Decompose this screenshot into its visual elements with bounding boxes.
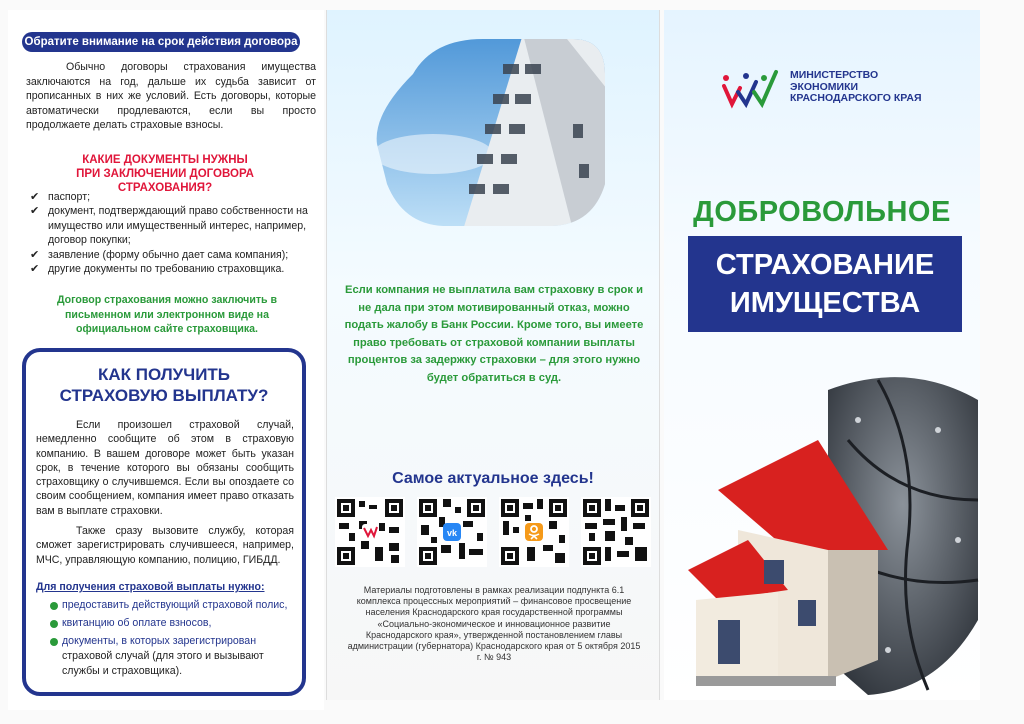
building-photo bbox=[373, 34, 611, 230]
check-icon: ✔ bbox=[30, 263, 40, 276]
ministry-logo-icon bbox=[720, 66, 780, 110]
ministry-name: МИНИСТЕРСТВО ЭКОНОМИКИ КРАСНОДАРСКОГО КРАЯ bbox=[790, 69, 922, 104]
payout-paragraph-2: Также сразу вызовите службу, которая сможет зарегистрировать случившееся, например, МЧС, управляющую компанию, полицию, ГИБДД. bbox=[36, 525, 294, 566]
house-shield-illustration bbox=[678, 360, 980, 700]
list-item: документы, в которых зарегистрирован страховой случай (для этого и вызывают службы и страховщика). bbox=[36, 634, 298, 679]
title-insurance: СТРАХОВАНИЕ bbox=[715, 249, 935, 281]
list-item: предоставить действующий страховой полис, bbox=[36, 598, 298, 613]
insurance-payout-box bbox=[22, 348, 306, 696]
payout-heading-line-2: СТРАХОВУЮ ВЫПЛАТУ? bbox=[59, 386, 269, 405]
footer-note: Материалы подготовлены в рамках реализации подпункта 6.1 комплекса процессных мероприятий – финансовое просвещение населения Краснодарского края государственной программы «Социально-экономическое и инновационное развитие Краснодарского края», утвержденной постановлением главы администрации (губернатора) Краснодарского края от 5 октября 2015 г. № 943 bbox=[347, 585, 641, 663]
title-property: ИМУЩЕСТВА bbox=[729, 287, 921, 319]
payout-paragraph-1: Если произошел страховой случай, немедленно сообщите об этом в страховую компанию. В вашем договоре может быть указан срок, в течение которого вы обязаны сообщить страховщику о случившемся. Если вы опоздаете со своим сообщением, компания имеет право отказать вам в выплате страховки. bbox=[36, 419, 294, 517]
documents-heading bbox=[28, 153, 302, 195]
cover-panel bbox=[664, 10, 980, 700]
qr-code-ministry[interactable] bbox=[335, 497, 405, 567]
title-voluntary: ДОБРОВОЛЬНОЕ bbox=[693, 196, 951, 228]
bullet-icon bbox=[50, 638, 58, 646]
bullet-icon bbox=[50, 602, 58, 610]
qr-code-vk[interactable] bbox=[417, 497, 487, 567]
left-panel bbox=[8, 10, 324, 710]
contract-form-note: Договор страхования можно заключить в письменном или электронном виде на официальном сайте страховщика. bbox=[57, 294, 277, 335]
contract-term-pill: Обратите внимание на срок действия договора bbox=[22, 32, 300, 52]
list-item: ✔ заявление (форму обычно дает сама компания); bbox=[30, 248, 289, 261]
middle-panel bbox=[326, 10, 660, 700]
payout-heading bbox=[26, 364, 302, 406]
intro-paragraph: Обычно договоры страхования имущества заключаются на год, дальше их судьба зависит от прописанных в них же условий. Есть договоры, которые автоматически продлеваются, если вы просто продолжаете делать страховые взносы. bbox=[26, 61, 316, 131]
list-item: ✔ другие документы по требованию страховщика. bbox=[30, 263, 285, 276]
documents-heading-line-1: КАКИЕ ДОКУМЕНТЫ НУЖНЫ bbox=[82, 154, 248, 166]
documents-heading-line-2: ПРИ ЗАКЛЮЧЕНИИ ДОГОВОРА СТРАХОВАНИЯ? bbox=[76, 168, 254, 194]
list-item: ✔ документ, подтверждающий право собственности на имущество или имущественный интерес, например, договор покупки; bbox=[30, 205, 308, 247]
title-box bbox=[688, 236, 962, 332]
documents-list bbox=[28, 190, 318, 276]
qr-codes bbox=[335, 497, 653, 567]
payout-requirements-list bbox=[36, 598, 298, 682]
list-item: квитанцию об оплате взносов, bbox=[36, 616, 298, 631]
check-icon: ✔ bbox=[30, 248, 40, 261]
qr-code-ok[interactable] bbox=[499, 497, 569, 567]
payout-heading-line-1: КАК ПОЛУЧИТЬ bbox=[97, 365, 231, 384]
qr-code-4[interactable] bbox=[581, 497, 651, 567]
check-icon: ✔ bbox=[30, 191, 40, 203]
svg-text:vk: vk bbox=[446, 528, 458, 538]
payout-requirements-title: Для получения страховой выплаты нужно: bbox=[36, 581, 265, 593]
bank-complaint-text: Если компания не выплатила вам страховку в срок и не дала при этом мотивированный отказ, можно подать жалобу в Банк России. Кроме того, вы имеете право требовать от страховой компании выплаты процентов за задержку страховки – для этого нужно будет обратиться в суд. bbox=[344, 284, 644, 384]
most-relevant-heading: Самое актуальное здесь! bbox=[392, 470, 594, 487]
bullet-icon bbox=[50, 620, 58, 628]
list-item: ✔ паспорт; bbox=[30, 191, 91, 203]
check-icon: ✔ bbox=[30, 205, 40, 218]
